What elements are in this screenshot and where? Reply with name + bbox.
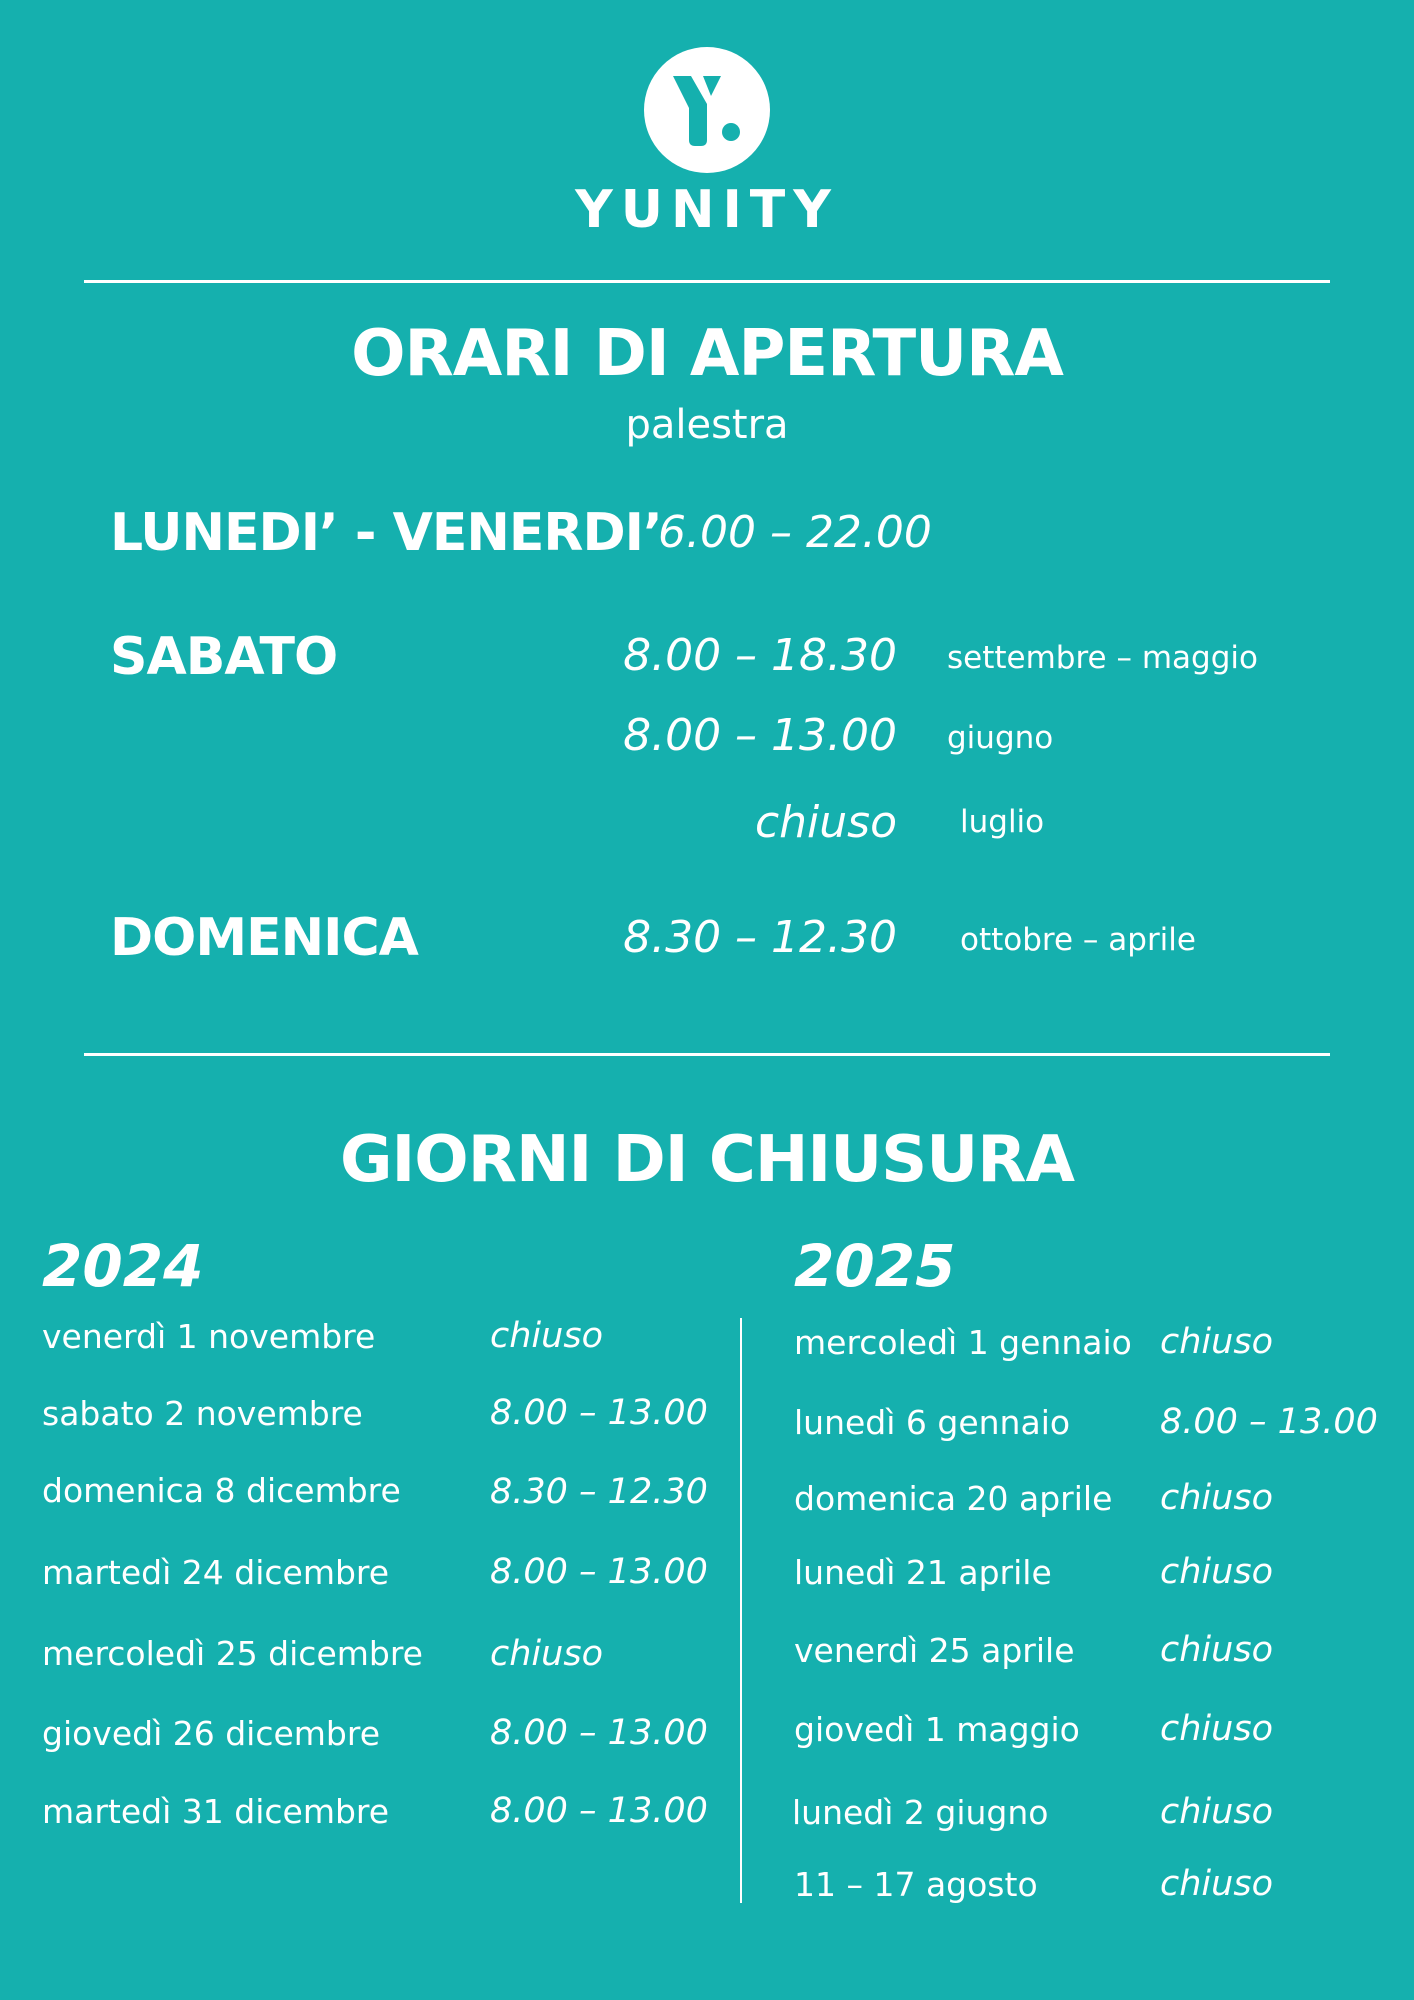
closure-2024-value: 8.00 – 13.00 [490, 1552, 708, 1592]
closure-2024-date: venerdì 1 novembre [42, 1317, 376, 1356]
sunday-label: DOMENICA [110, 908, 418, 968]
closure-2024-date: sabato 2 novembre [42, 1394, 363, 1433]
yunity-logo-icon [643, 46, 771, 174]
saturday-label: SABATO [110, 627, 338, 687]
closure-2024-value: chiuso [490, 1316, 603, 1356]
divider-top [84, 280, 1330, 283]
saturday-note-1: settembre – maggio [947, 640, 1258, 676]
closure-2025-value: chiuso [1160, 1552, 1273, 1592]
divider-middle [84, 1053, 1330, 1056]
closure-2025-value: chiuso [1160, 1478, 1273, 1518]
closure-2025-value: 8.00 – 13.00 [1160, 1402, 1378, 1442]
closure-2025-value: chiuso [1160, 1709, 1273, 1749]
closure-2025-date: domenica 20 aprile [794, 1479, 1113, 1518]
closure-2024-value: 8.00 – 13.00 [490, 1791, 708, 1831]
closure-2024-date: martedì 31 dicembre [42, 1792, 390, 1831]
saturday-note-3: luglio [960, 804, 1045, 840]
closure-2024-value: 8.00 – 13.00 [490, 1713, 708, 1753]
closure-2025-value: chiuso [1160, 1322, 1273, 1362]
year-2025-heading: 2025 [794, 1232, 956, 1300]
closure-2025-value: chiuso [1160, 1792, 1273, 1832]
brand-name: YUNITY [575, 180, 839, 240]
closure-2025-date: mercoledì 1 gennaio [794, 1323, 1132, 1362]
weekdays-time: 6.00 – 22.00 [658, 507, 932, 558]
saturday-time-1: 8.00 – 18.30 [623, 630, 897, 681]
opening-hours-title: ORARI DI APERTURA [351, 317, 1063, 391]
saturday-time-3: chiuso [754, 797, 897, 848]
closure-2025-value: chiuso [1160, 1864, 1273, 1904]
closures-title: GIORNI DI CHIUSURA [339, 1123, 1075, 1197]
closure-2025-date: lunedì 21 aprile [794, 1553, 1052, 1592]
closure-2025-date: 11 – 17 agosto [794, 1865, 1038, 1904]
column-divider [740, 1318, 742, 1903]
sunday-time: 8.30 – 12.30 [623, 912, 897, 963]
closure-2025-date: giovedì 1 maggio [794, 1710, 1080, 1749]
closure-2025-date: venerdì 25 aprile [794, 1631, 1075, 1670]
closure-2024-date: domenica 8 dicembre [42, 1471, 401, 1510]
weekdays-label: LUNEDI’ - VENERDI’ [110, 503, 662, 563]
saturday-note-2: giugno [947, 720, 1054, 756]
closure-2025-date: lunedì 2 giugno [792, 1793, 1049, 1832]
closure-2025-value: chiuso [1160, 1630, 1273, 1670]
closure-2024-date: martedì 24 dicembre [42, 1553, 390, 1592]
sunday-note: ottobre – aprile [960, 922, 1196, 958]
closure-2024-date: mercoledì 25 dicembre [42, 1634, 423, 1673]
closure-2024-value: chiuso [490, 1634, 603, 1674]
opening-hours-subtitle: palestra [625, 402, 789, 448]
closure-2024-value: 8.30 – 12.30 [490, 1472, 708, 1512]
saturday-time-2: 8.00 – 13.00 [623, 710, 897, 761]
closure-2024-value: 8.00 – 13.00 [490, 1393, 708, 1433]
closure-2025-date: lunedì 6 gennaio [794, 1403, 1071, 1442]
year-2024-heading: 2024 [42, 1232, 204, 1300]
closure-2024-date: giovedì 26 dicembre [42, 1714, 381, 1753]
